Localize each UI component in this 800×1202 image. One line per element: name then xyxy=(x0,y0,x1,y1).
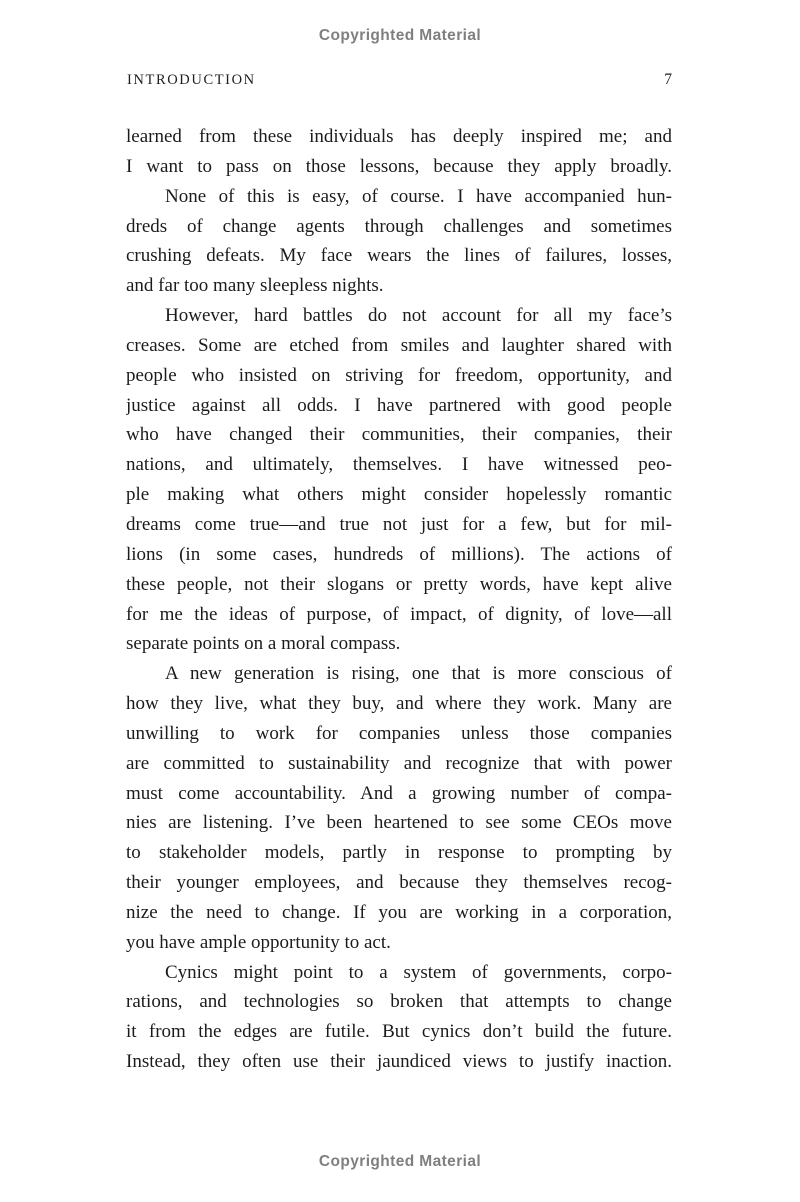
copyright-notice-top: Copyrighted Material xyxy=(318,27,482,44)
text-line: their younger employees, and because they themselves recog- xyxy=(126,872,672,894)
copyright-notice-bottom: Copyrighted Material xyxy=(318,1153,482,1170)
body-text xyxy=(126,122,672,1077)
text-line: how they live, what they buy, and where they work. Many are xyxy=(126,693,672,715)
text-line: justice against all odds. I have partnered with good people xyxy=(126,394,672,416)
text-line: for me the ideas of purpose, of impact, of dignity, of love—all xyxy=(126,603,672,625)
text-line: None of this is easy, of course. I have accompanied hun- xyxy=(165,185,672,207)
text-line: unwilling to work for companies unless those companies xyxy=(126,722,672,744)
text-line: are committed to sustainability and recognize that with power xyxy=(126,752,672,774)
page-number: 7 xyxy=(664,71,672,88)
text-line: ple making what others might consider hopelessly romantic xyxy=(126,484,672,506)
text-line: separate points on a moral compass. xyxy=(126,633,401,655)
text-line: dreds of change agents through challenges and sometimes xyxy=(126,215,672,237)
text-line: crushing defeats. My face wears the lines of failures, losses, xyxy=(126,245,672,267)
text-line: lions (in some cases, hundreds of millions). The actions of xyxy=(126,543,672,565)
text-line: must come accountability. And a growing number of compa- xyxy=(126,782,672,804)
text-line: and far too many sleepless nights. xyxy=(126,275,384,297)
text-line: who have changed their communities, their companies, their xyxy=(126,424,672,446)
page-header xyxy=(127,71,672,89)
text-line: I want to pass on those lessons, because they apply broadly. xyxy=(126,155,672,177)
text-line: people who insisted on striving for freedom, opportunity, and xyxy=(126,364,672,386)
text-line: nations, and ultimately, themselves. I have witnessed peo- xyxy=(126,454,672,476)
text-line: to stakeholder models, partly in response to prompting by xyxy=(126,842,672,864)
text-line: rations, and technologies so broken that attempts to change xyxy=(126,991,672,1013)
text-line: creases. Some are etched from smiles and laughter shared with xyxy=(126,334,672,356)
text-line: Instead, they often use their jaundiced views to justify inaction. xyxy=(126,1051,672,1073)
text-line: these people, not their slogans or pretty words, have kept alive xyxy=(126,573,672,595)
running-head: INTRODUCTION xyxy=(127,72,256,88)
text-line: dreams come true—and true not just for a few, but for mil- xyxy=(126,513,672,535)
text-line: nies are listening. I’ve been heartened to see some CEOs move xyxy=(126,812,672,834)
text-line: learned from these individuals has deeply inspired me; and xyxy=(126,126,672,147)
text-line: it from the edges are futile. But cynics don’t build the future. xyxy=(126,1021,672,1043)
text-line: A new generation is rising, one that is more conscious of xyxy=(165,663,672,685)
text-line: you have ample opportunity to act. xyxy=(126,931,391,953)
text-line: However, hard battles do not account for all my face’s xyxy=(165,305,672,327)
text-line: nize the need to change. If you are working in a corporation, xyxy=(126,901,672,923)
text-line: Cynics might point to a system of governments, corpo- xyxy=(165,961,672,983)
